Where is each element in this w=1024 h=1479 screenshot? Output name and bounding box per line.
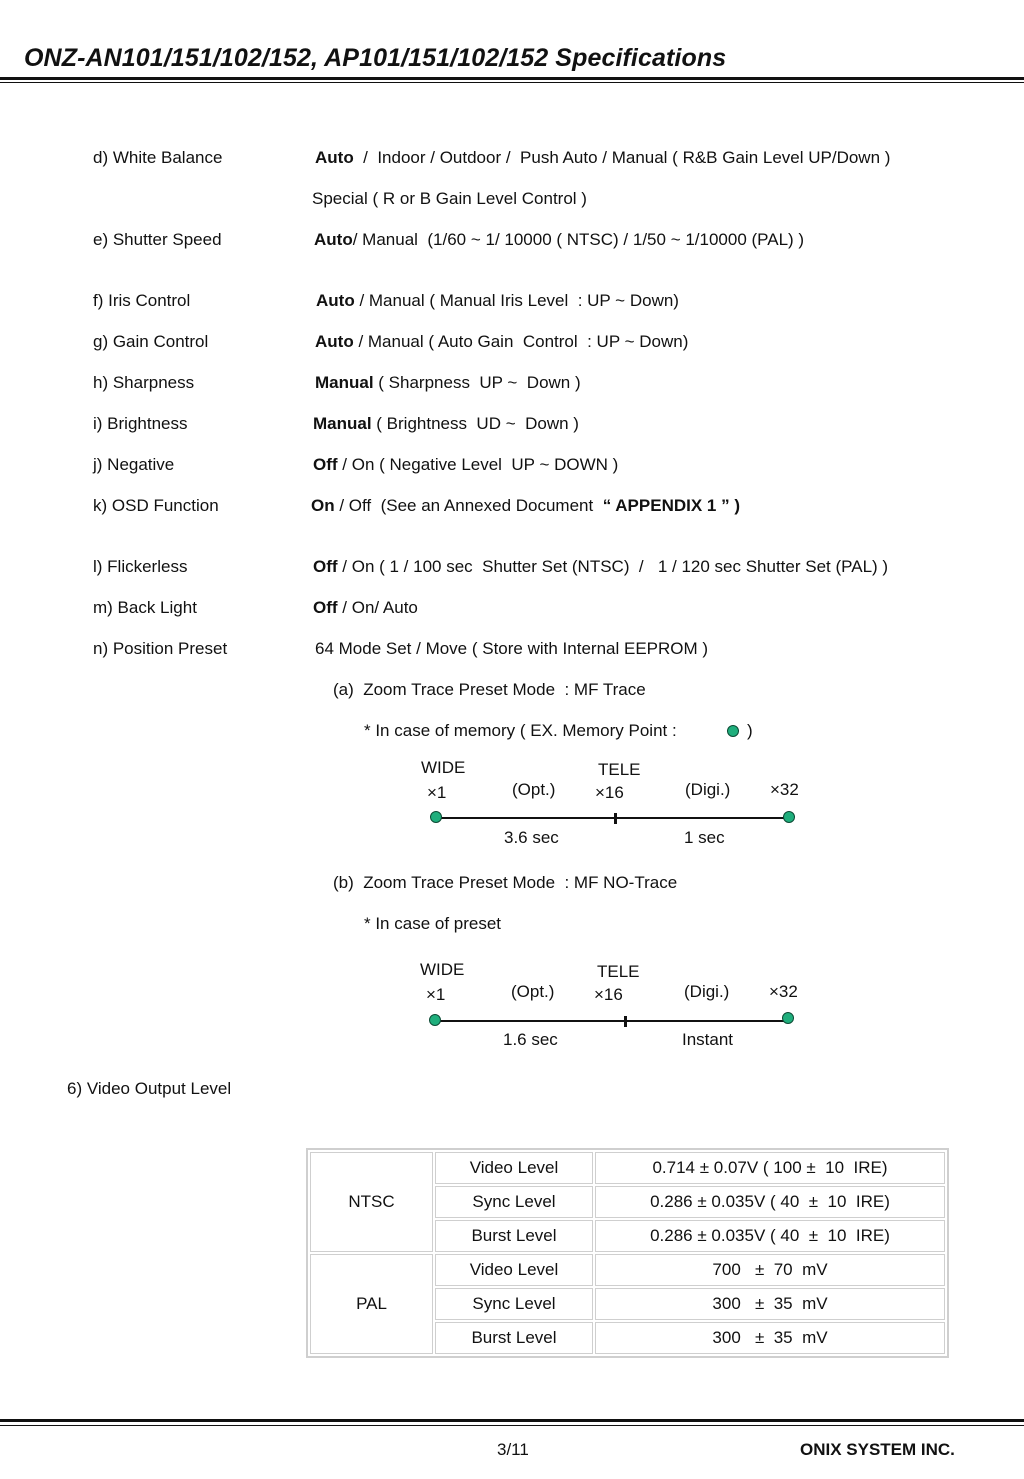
spec-value-sharpness	[315, 373, 581, 393]
spec-value-osd-function	[311, 496, 740, 516]
value-cell: 300 ± 35 mV	[595, 1288, 945, 1320]
spec-label-position-preset: n) Position Preset	[93, 639, 228, 658]
page-number: 3/11	[497, 1440, 529, 1459]
zoom-a-tele-mult: ×16	[595, 783, 624, 802]
zoom-b-wide-label: WIDE	[420, 960, 465, 979]
parameter-cell: Burst Level	[435, 1322, 593, 1354]
spec-text: / On/ Auto	[337, 598, 418, 617]
parameter-cell: Sync Level	[435, 1186, 593, 1218]
spec-bold: Off	[313, 557, 338, 576]
table-row	[310, 1254, 945, 1286]
spec-text: / Manual ( Manual Iris Level : UP ~ Down)	[354, 291, 679, 310]
standard-cell: PAL	[310, 1254, 433, 1354]
table-row	[310, 1152, 945, 1184]
zoom-b-tele-label: TELE	[597, 962, 640, 981]
spec-value-brightness	[313, 414, 579, 434]
spec-label-negative: j) Negative	[93, 455, 175, 474]
zoom-b-opt-time: 1.6 sec	[503, 1030, 558, 1049]
zoom-a-note-text: * In case of memory ( EX. Memory Point :	[364, 721, 677, 740]
spec-text: / On ( Negative Level UP ~ DOWN )	[337, 455, 619, 474]
spec-value-white-balance	[315, 148, 890, 168]
zoom-a-digi-time: 1 sec	[684, 828, 725, 847]
header-rule-thin	[0, 82, 1024, 83]
spec-value-back-light	[313, 598, 418, 618]
zoom-b-track	[435, 1020, 788, 1022]
spec-label-sharpness: h) Sharpness	[93, 373, 195, 392]
zoom-b-wide-mult: ×1	[426, 985, 446, 1004]
parameter-cell: Video Level	[435, 1254, 593, 1286]
video-output-table	[306, 1148, 949, 1358]
zoom-b-max-point-icon	[782, 1012, 794, 1024]
zoom-a-digi-label: (Digi.)	[685, 780, 731, 799]
zoom-a-tele-tick	[614, 813, 617, 824]
spec-bold: Off	[313, 455, 338, 474]
spec-value-flickerless	[313, 557, 888, 577]
spec-text: / Manual ( Auto Gain Control : UP ~ Down)	[353, 332, 689, 351]
zoom-a-wide-memory-point-icon	[430, 811, 442, 823]
spec-label-gain-control: g) Gain Control	[93, 332, 209, 351]
spec-bold: Off	[313, 598, 338, 617]
zoom-b-tele-mult: ×16	[594, 985, 623, 1004]
appendix-reference: “ APPENDIX 1 ” )	[602, 496, 740, 515]
spec-text: / Manual (1/60 ~ 1/ 10000 ( NTSC) / 1/50 ~ 1/10000 (PAL) )	[352, 230, 805, 249]
parameter-cell: Sync Level	[435, 1288, 593, 1320]
parameter-cell: Video Level	[435, 1152, 593, 1184]
spec-label-iris-control: f) Iris Control	[93, 291, 191, 310]
spec-text: / Indoor / Outdoor / Push Auto / Manual ( R&B Gain Level UP/Down )	[353, 148, 891, 167]
spec-text: / On ( 1 / 100 sec Shutter Set (NTSC) / 1 / 120 sec Shutter Set (PAL) )	[337, 557, 889, 576]
spec-value-iris-control	[316, 291, 679, 311]
spec-value-negative	[313, 455, 618, 475]
spec-text: ( Sharpness UP ~ Down )	[373, 373, 581, 392]
spec-bold: Manual	[313, 414, 372, 433]
spec-value-position-preset: 64 Mode Set / Move ( Store with Internal EEPROM )	[315, 639, 709, 658]
parameter-cell: Burst Level	[435, 1220, 593, 1252]
document-title: ONZ-AN101/151/102/152, AP101/151/102/152 Specifications	[24, 44, 727, 72]
spec-label-shutter-speed: e) Shutter Speed	[93, 230, 222, 249]
company-name: ONIX SYSTEM INC.	[800, 1440, 955, 1459]
footer-rule-thin	[0, 1425, 1024, 1426]
zoom-a-note	[364, 721, 677, 741]
header-rule	[0, 77, 1024, 80]
value-cell: 0.714 ± 0.07V ( 100 ± 10 IRE)	[595, 1152, 945, 1184]
value-cell: 300 ± 35 mV	[595, 1322, 945, 1354]
spec-label-back-light: m) Back Light	[93, 598, 197, 617]
spec-label-white-balance: d) White Balance	[93, 148, 223, 167]
zoom-a-max-mult: ×32	[770, 780, 799, 799]
footer-rule	[0, 1419, 1024, 1422]
zoom-b-wide-point-icon	[429, 1014, 441, 1026]
spec-bold: On	[311, 496, 335, 515]
zoom-a-track	[436, 817, 789, 819]
video-output-heading: 6) Video Output Level	[67, 1079, 232, 1098]
zoom-a-heading: (a) Zoom Trace Preset Mode : MF Trace	[333, 680, 646, 699]
spec-value-white-balance-line2: Special ( R or B Gain Level Control )	[312, 189, 587, 208]
zoom-a-max-memory-point-icon	[783, 811, 795, 823]
standard-cell: NTSC	[310, 1152, 433, 1252]
zoom-b-max-mult: ×32	[769, 982, 798, 1001]
spec-text: / Off (See an Annexed Document	[334, 496, 603, 515]
spec-text: ( Brightness UD ~ Down )	[371, 414, 579, 433]
spec-bold: Auto	[314, 230, 353, 249]
zoom-a-wide-label: WIDE	[421, 758, 466, 777]
zoom-a-wide-mult: ×1	[427, 783, 447, 802]
zoom-b-digi-time: Instant	[682, 1030, 734, 1049]
spec-value-gain-control	[315, 332, 688, 352]
value-cell: 700 ± 70 mV	[595, 1254, 945, 1286]
zoom-b-digi-label: (Digi.)	[684, 982, 730, 1001]
spec-label-osd-function: k) OSD Function	[93, 496, 219, 515]
spec-bold: Auto	[315, 332, 354, 351]
zoom-a-note-close: )	[747, 721, 753, 740]
zoom-b-tele-tick	[624, 1016, 627, 1027]
zoom-a-tele-label: TELE	[598, 760, 641, 779]
zoom-b-note: * In case of preset	[364, 914, 502, 933]
value-cell: 0.286 ± 0.035V ( 40 ± 10 IRE)	[595, 1220, 945, 1252]
spec-bold: Auto	[315, 148, 354, 167]
spec-bold: Manual	[315, 373, 374, 392]
spec-label-brightness: i) Brightness	[93, 414, 188, 433]
memory-point-legend-icon	[727, 725, 739, 737]
spec-label-flickerless: l) Flickerless	[93, 557, 188, 576]
zoom-b-opt-label: (Opt.)	[511, 982, 555, 1001]
zoom-b-heading: (b) Zoom Trace Preset Mode : MF NO-Trace	[333, 873, 678, 892]
zoom-a-opt-time: 3.6 sec	[504, 828, 559, 847]
spec-bold: Auto	[316, 291, 355, 310]
zoom-a-opt-label: (Opt.)	[512, 780, 556, 799]
spec-value-shutter-speed	[314, 230, 804, 250]
value-cell: 0.286 ± 0.035V ( 40 ± 10 IRE)	[595, 1186, 945, 1218]
